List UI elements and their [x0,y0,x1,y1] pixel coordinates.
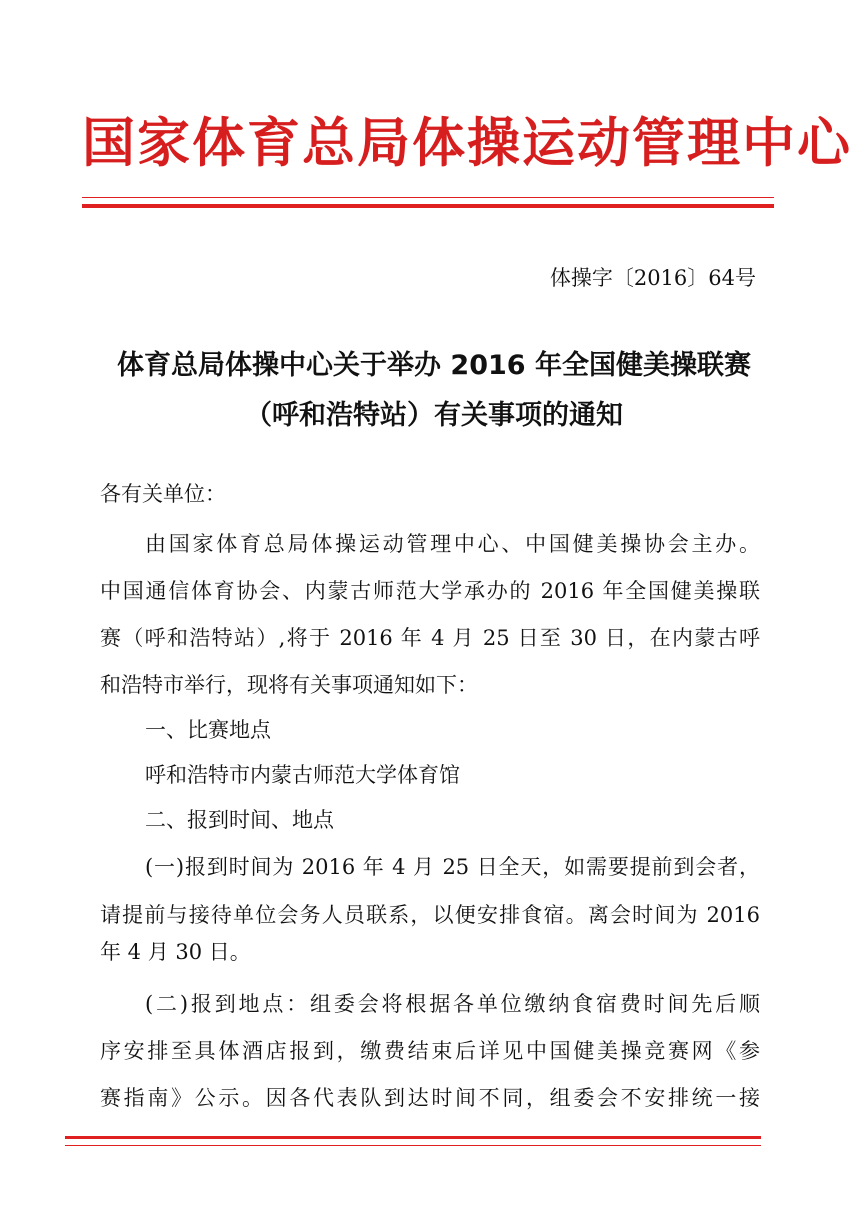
footer-rule-thick [65,1136,761,1139]
paragraph-1-line-4: 和浩特市举行，现将有关事项通知如下： [100,673,478,697]
section-2-heading: 二、报到时间、地点 [145,808,334,832]
paragraph-1-line-1: 由国家体育总局体操运动管理中心、中国健美操协会主办。 [145,532,760,556]
section-2-item-1-line-3: 年 4 月 30 日。 [100,940,251,964]
footer-rule-thin [65,1145,761,1146]
notice-title-line-1: 体育总局体操中心关于举办 2016 年全国健美操联赛 [117,350,751,381]
header-rule-thick [82,204,774,208]
header-rule-thin [82,197,774,198]
paragraph-1-line-2: 中国通信体育协会、内蒙古师范大学承办的 2016 年全国健美操联 [100,579,760,603]
salutation: 各有关单位： [100,482,226,506]
section-2-item-2-line-1: (二)报到地点：组委会将根据各单位缴纳食宿费时间先后顺 [145,992,760,1016]
section-1-content: 呼和浩特市内蒙古师范大学体育馆 [145,763,460,787]
section-2-item-2-line-2: 序安排至具体酒店报到，缴费结束后详见中国健美操竞赛网《参 [100,1039,760,1063]
section-2-item-2-line-3: 赛指南》公示。因各代表队到达时间不同，组委会不安排统一接 [100,1086,760,1110]
notice-title-line-2: （呼和浩特站）有关事项的通知 [245,400,623,431]
section-1-heading: 一、比赛地点 [145,718,271,742]
document-number: 体操字〔2016〕64号 [549,266,756,290]
paragraph-1-line-3: 赛（呼和浩特站）,将于 2016 年 4 月 25 日至 30 日，在内蒙古呼 [100,626,760,650]
letterhead-title: 国家体育总局体操运动管理中心 [82,112,852,174]
section-2-item-1-line-1: (一)报到时间为 2016 年 4 月 25 日全天，如需要提前到会者， [145,855,760,879]
section-2-item-1-line-2: 请提前与接待单位会务人员联系，以便安排食宿。离会时间为 2016 [100,903,760,927]
